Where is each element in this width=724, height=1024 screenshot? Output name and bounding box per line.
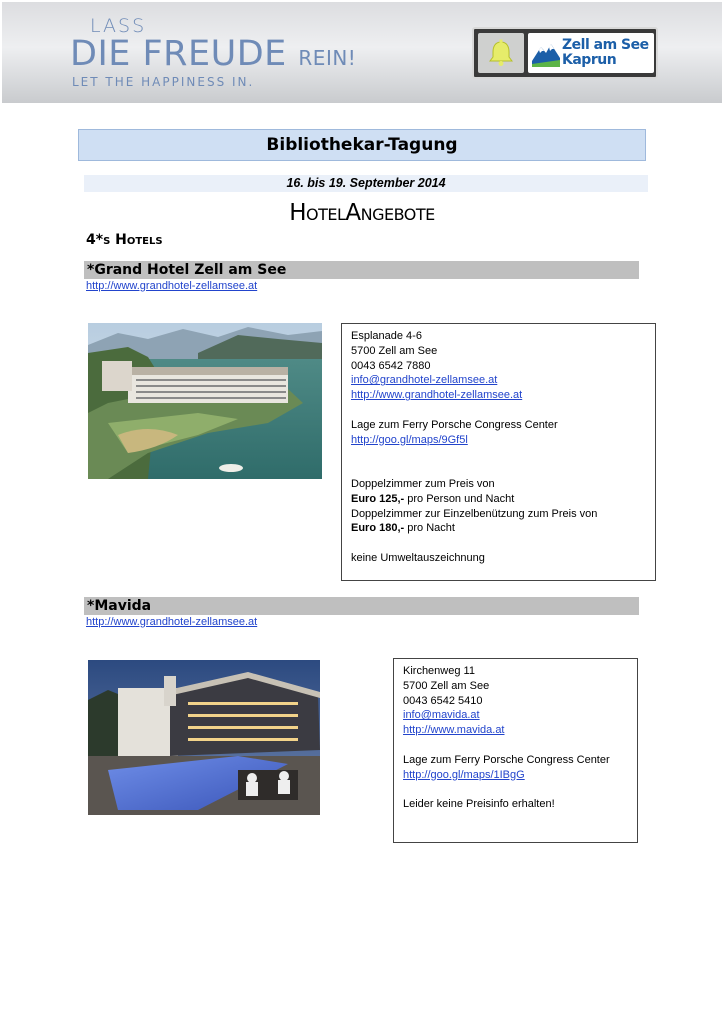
zell-am-see-logo: [528, 33, 654, 73]
map-link[interactable]: http://goo.gl/maps/9Gf5l: [351, 433, 468, 446]
price-line-2: Euro 125,- pro Person und Nacht: [351, 492, 515, 505]
slogan-line-2-small: REIN!: [298, 46, 357, 70]
location-text: Lage zum Ferry Porsche Congress Center: [351, 418, 558, 431]
category-heading: 4*S HOTELS: [86, 232, 163, 248]
hotel-photo: [88, 660, 320, 815]
eco-note: keine Umweltauszeichnung: [351, 551, 485, 564]
website-link[interactable]: http://www.mavida.at: [403, 724, 505, 737]
section-heading: HOTELANGEBOTE: [289, 200, 435, 226]
brand-badge: [472, 27, 658, 79]
price-line-4: Euro 180,- pro Nacht: [351, 522, 455, 535]
hotel-name-bar: *Mavida: [84, 597, 639, 615]
address-line-1: Kirchenweg 11: [403, 665, 475, 677]
slogan-line-2: DIE FREUDE REIN!: [70, 34, 357, 74]
phone: 0043 6542 5410: [403, 694, 483, 707]
address-line-1: Esplanade 4-6: [351, 330, 422, 342]
price-line-3: Doppelzimmer zur Einzelbenützung zum Preis von: [351, 507, 598, 520]
mountain-icon: [532, 39, 560, 67]
logo-line-2: Kaprun: [562, 52, 617, 68]
email-link[interactable]: info@grandhotel-zellamsee.at: [351, 374, 498, 387]
hotel-website-link[interactable]: http://www.grandhotel-zellamsee.at: [86, 280, 258, 292]
slogan-line-3: LET THE HAPPINESS IN.: [72, 75, 255, 89]
page-title: Bibliothekar-Tagung: [78, 129, 646, 161]
hotel-info-box: [341, 323, 656, 581]
hotel-photo: [88, 323, 322, 479]
hotel-website-link[interactable]: http://www.grandhotel-zellamsee.at: [86, 616, 258, 628]
price-line-1: Doppelzimmer zum Preis von: [351, 477, 495, 490]
hotel-info-box: [393, 658, 638, 843]
phone: 0043 6542 7880: [351, 359, 431, 372]
header-banner: [2, 2, 722, 103]
address-line-2: 5700 Zell am See: [403, 679, 490, 692]
email-link[interactable]: info@mavida.at: [403, 709, 480, 722]
logo-line-1: Zell am See: [562, 37, 649, 53]
hotel-name-bar: *Grand Hotel Zell am See: [84, 261, 639, 279]
bell-icon: [478, 33, 524, 73]
map-link[interactable]: http://goo.gl/maps/1IBgG: [403, 768, 525, 781]
event-date: 16. bis 19. September 2014: [84, 175, 648, 192]
slogan-line-1: LASS: [90, 15, 147, 37]
website-link[interactable]: http://www.grandhotel-zellamsee.at: [351, 389, 523, 402]
location-text: Lage zum Ferry Porsche Congress Center: [403, 753, 610, 766]
price-note: Leider keine Preisinfo erhalten!: [403, 798, 555, 811]
slogan: [70, 16, 356, 90]
address-line-2: 5700 Zell am See: [351, 344, 438, 357]
